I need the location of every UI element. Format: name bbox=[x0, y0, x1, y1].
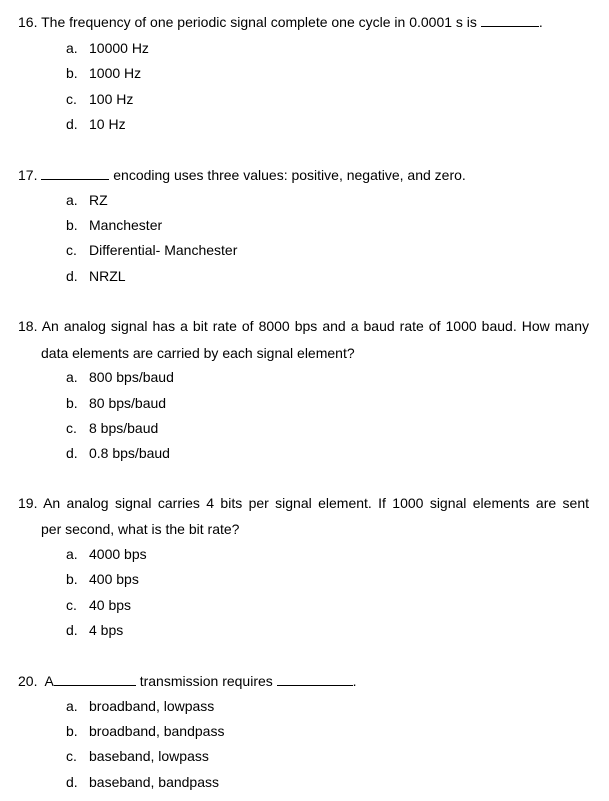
answer-blank bbox=[481, 14, 539, 27]
option-letter: c. bbox=[66, 420, 77, 436]
option-text: baseband, bandpass bbox=[89, 774, 219, 790]
option-letter: d. bbox=[66, 116, 78, 132]
question-text: The frequency of one periodic signal complete one cycle in 0.0001 s is bbox=[41, 14, 477, 30]
question-stem bbox=[18, 673, 357, 689]
option-text: baseband, lowpass bbox=[89, 748, 209, 764]
option-text: 4 bps bbox=[89, 622, 124, 638]
option-letter: b. bbox=[66, 65, 78, 81]
stem-end: . bbox=[538, 14, 543, 30]
option-letter: a. bbox=[66, 40, 78, 56]
question-stem-line2: data elements are carried by each signal element? bbox=[41, 345, 355, 361]
question-stem-line2: per second, what is the bit rate? bbox=[41, 521, 240, 537]
option-text: 80 bps/baud bbox=[89, 395, 167, 411]
option-text: broadband, bandpass bbox=[89, 723, 225, 739]
question-stem bbox=[18, 14, 543, 30]
question-stem-line1 bbox=[18, 318, 589, 334]
option-letter: c. bbox=[66, 748, 77, 764]
question-stem-line1 bbox=[18, 495, 589, 511]
option-letter: c. bbox=[66, 91, 77, 107]
option-letter: d. bbox=[66, 622, 78, 638]
question-text-middle: transmission requires bbox=[139, 673, 273, 689]
question-text: An analog signal has a bit rate of 8000 bps and a baud rate of 1000 baud. How many bbox=[41, 318, 589, 334]
option-letter: c. bbox=[66, 597, 77, 613]
option-letter: d. bbox=[66, 268, 78, 284]
question-stem bbox=[18, 167, 466, 183]
option-letter: a. bbox=[66, 192, 78, 208]
option-text: Manchester bbox=[89, 217, 163, 233]
option-text: 4000 bps bbox=[89, 546, 147, 562]
option-letter: a. bbox=[66, 546, 78, 562]
option-text: broadband, lowpass bbox=[89, 698, 215, 714]
question-text-start: A bbox=[44, 673, 54, 689]
option-text: 0.8 bps/baud bbox=[89, 445, 170, 461]
option-text: 800 bps/baud bbox=[89, 369, 174, 385]
option-letter: a. bbox=[66, 698, 78, 714]
option-letter: b. bbox=[66, 217, 78, 233]
option-letter: d. bbox=[66, 774, 78, 790]
question-number: 17. bbox=[18, 167, 38, 183]
option-text: 10 Hz bbox=[89, 116, 126, 132]
option-text: 400 bps bbox=[89, 571, 139, 587]
question-number: 19. bbox=[18, 495, 38, 511]
option-letter: a. bbox=[66, 369, 78, 385]
answer-blank-1 bbox=[54, 673, 136, 686]
answer-blank bbox=[41, 167, 109, 180]
option-letter: c. bbox=[66, 242, 77, 258]
option-letter: b. bbox=[66, 571, 78, 587]
question-number: 16. bbox=[18, 14, 38, 30]
question-text: encoding uses three values: positive, negative, and zero. bbox=[113, 167, 466, 183]
option-text: NRZL bbox=[89, 268, 126, 284]
option-text: 40 bps bbox=[89, 597, 132, 613]
option-text: RZ bbox=[89, 192, 108, 208]
answer-blank-2 bbox=[277, 673, 353, 686]
question-number: 18. bbox=[18, 318, 38, 334]
option-letter: d. bbox=[66, 445, 78, 461]
question-text: An analog signal carries 4 bits per signal element. If 1000 signal elements are sent bbox=[43, 495, 589, 511]
stem-end: . bbox=[352, 673, 357, 689]
option-text: 8 bps/baud bbox=[89, 420, 159, 436]
option-letter: b. bbox=[66, 723, 78, 739]
option-text: 100 Hz bbox=[89, 91, 134, 107]
option-text: 10000 Hz bbox=[89, 40, 149, 56]
option-text: 1000 Hz bbox=[89, 65, 142, 81]
option-text: Differential- Manchester bbox=[89, 242, 238, 258]
option-letter: b. bbox=[66, 395, 78, 411]
question-number: 20. bbox=[18, 673, 38, 689]
